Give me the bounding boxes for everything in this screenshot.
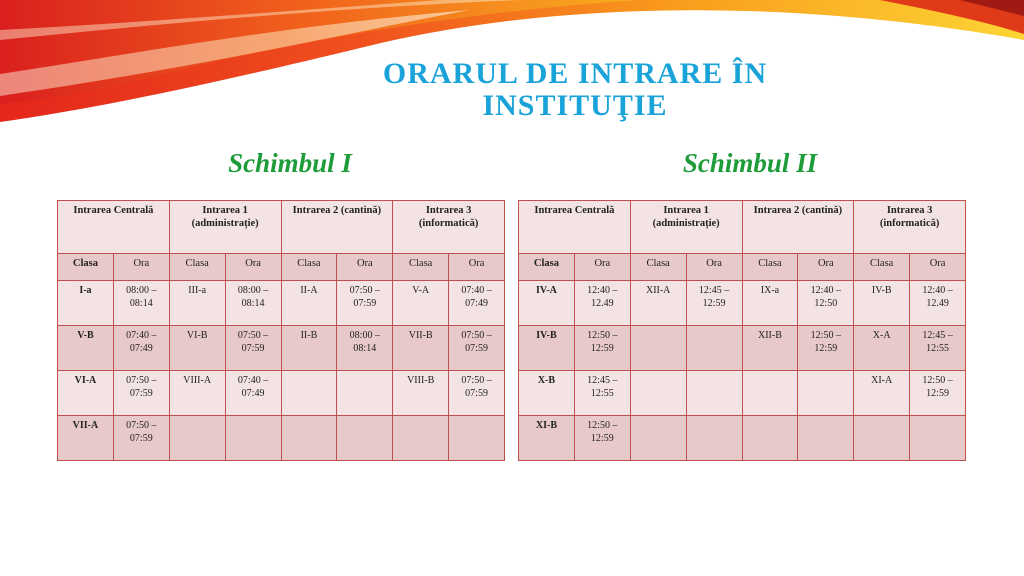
column-header-time: Ora — [449, 254, 505, 281]
time-cell: 12:50 – 12:59 — [574, 326, 630, 371]
entrance-header: Intrarea 3 (informatică) — [393, 201, 505, 254]
entrance-header: Intrarea 2 (cantină) — [281, 201, 393, 254]
column-header-class: Clasa — [854, 254, 910, 281]
time-cell: 12:45 – 12:59 — [686, 281, 742, 326]
entrance-header: Intrarea 2 (cantină) — [742, 201, 854, 254]
class-cell: VIII-A — [169, 371, 225, 416]
table-row — [519, 326, 966, 371]
class-cell: II-B — [281, 326, 337, 371]
column-header-time: Ora — [910, 254, 966, 281]
class-cell: IV-B — [519, 326, 575, 371]
column-header-time: Ora — [798, 254, 854, 281]
class-cell — [854, 416, 910, 461]
time-cell: 12:50 – 12:59 — [574, 416, 630, 461]
class-cell: III-a — [169, 281, 225, 326]
column-header-time: Ora — [686, 254, 742, 281]
column-header-time: Ora — [574, 254, 630, 281]
time-cell — [337, 416, 393, 461]
table-row — [519, 416, 966, 461]
table-row — [519, 281, 966, 326]
entrance-header: Intrarea Centrală — [519, 201, 631, 254]
column-header-class: Clasa — [169, 254, 225, 281]
time-cell: 12:40 – 12:50 — [798, 281, 854, 326]
entrance-header: Intrarea 1 (administrație) — [169, 201, 281, 254]
class-cell: II-A — [281, 281, 337, 326]
time-cell — [798, 371, 854, 416]
time-cell: 07:40 – 07:49 — [113, 326, 169, 371]
time-cell — [910, 416, 966, 461]
column-header-time: Ora — [113, 254, 169, 281]
entrance-header: Intrarea 3 (informatică) — [854, 201, 966, 254]
shift-2-title: Schimbul II — [682, 148, 818, 178]
class-cell — [630, 371, 686, 416]
table-row — [58, 371, 505, 416]
class-cell — [281, 416, 337, 461]
class-cell: V-B — [58, 326, 114, 371]
class-cell: VII-B — [393, 326, 449, 371]
time-cell: 08:00 – 08:14 — [225, 281, 281, 326]
class-cell — [630, 416, 686, 461]
class-cell: VI-B — [169, 326, 225, 371]
page-title-line-2: INSTITUŢIE — [482, 89, 668, 122]
class-cell: X-A — [854, 326, 910, 371]
class-cell: X-B — [519, 371, 575, 416]
class-cell: VIII-B — [393, 371, 449, 416]
class-cell: V-A — [393, 281, 449, 326]
page-title — [330, 58, 820, 122]
time-cell: 07:50 – 07:59 — [449, 371, 505, 416]
shift-1-title: Schimbul I — [228, 148, 352, 178]
class-cell — [393, 416, 449, 461]
class-cell — [742, 416, 798, 461]
time-cell — [686, 326, 742, 371]
entrance-header: Intrarea 1 (administrație) — [630, 201, 742, 254]
time-cell: 07:50 – 07:59 — [113, 416, 169, 461]
column-header-class: Clasa — [742, 254, 798, 281]
time-cell: 07:40 – 07:49 — [449, 281, 505, 326]
time-cell — [686, 371, 742, 416]
time-cell — [449, 416, 505, 461]
page-title-line-1: ORARUL DE INTRARE ÎN — [382, 57, 768, 90]
column-header-class: Clasa — [519, 254, 575, 281]
time-cell: 12:50 – 12:59 — [798, 326, 854, 371]
table-row — [58, 416, 505, 461]
time-cell — [798, 416, 854, 461]
column-header-class: Clasa — [281, 254, 337, 281]
time-cell: 07:50 – 07:59 — [225, 326, 281, 371]
time-cell: 07:50 – 07:59 — [113, 371, 169, 416]
time-cell: 07:50 – 07:59 — [337, 281, 393, 326]
time-cell: 08:00 – 08:14 — [337, 326, 393, 371]
class-cell — [742, 371, 798, 416]
column-header-time: Ora — [337, 254, 393, 281]
time-cell: 07:50 – 07:59 — [449, 326, 505, 371]
entrance-header: Intrarea Centrală — [58, 201, 170, 254]
class-cell: XI-A — [854, 371, 910, 416]
column-header-class: Clasa — [630, 254, 686, 281]
class-cell: VII-A — [58, 416, 114, 461]
column-header-class: Clasa — [393, 254, 449, 281]
time-cell: 07:40 – 07:49 — [225, 371, 281, 416]
time-cell: 12:40 – 12.49 — [910, 281, 966, 326]
column-header-class: Clasa — [58, 254, 114, 281]
class-cell — [169, 416, 225, 461]
class-cell: IV-B — [854, 281, 910, 326]
class-cell — [281, 371, 337, 416]
time-cell: 12:45 – 12:55 — [574, 371, 630, 416]
time-cell — [686, 416, 742, 461]
time-cell: 08:00 – 08:14 — [113, 281, 169, 326]
class-cell: IV-A — [519, 281, 575, 326]
time-cell — [225, 416, 281, 461]
table-row — [58, 326, 505, 371]
class-cell: XII-B — [742, 326, 798, 371]
time-cell: 12:40 – 12.49 — [574, 281, 630, 326]
shift-1-table — [57, 200, 505, 461]
table-row — [58, 281, 505, 326]
class-cell: XI-B — [519, 416, 575, 461]
class-cell: I-a — [58, 281, 114, 326]
class-cell — [630, 326, 686, 371]
class-cell: IX-a — [742, 281, 798, 326]
class-cell: XII-A — [630, 281, 686, 326]
table-row — [519, 371, 966, 416]
time-cell: 12:50 – 12:59 — [910, 371, 966, 416]
class-cell: VI-A — [58, 371, 114, 416]
column-header-time: Ora — [225, 254, 281, 281]
time-cell — [337, 371, 393, 416]
shift-2-table — [518, 200, 966, 461]
time-cell: 12:45 – 12:55 — [910, 326, 966, 371]
